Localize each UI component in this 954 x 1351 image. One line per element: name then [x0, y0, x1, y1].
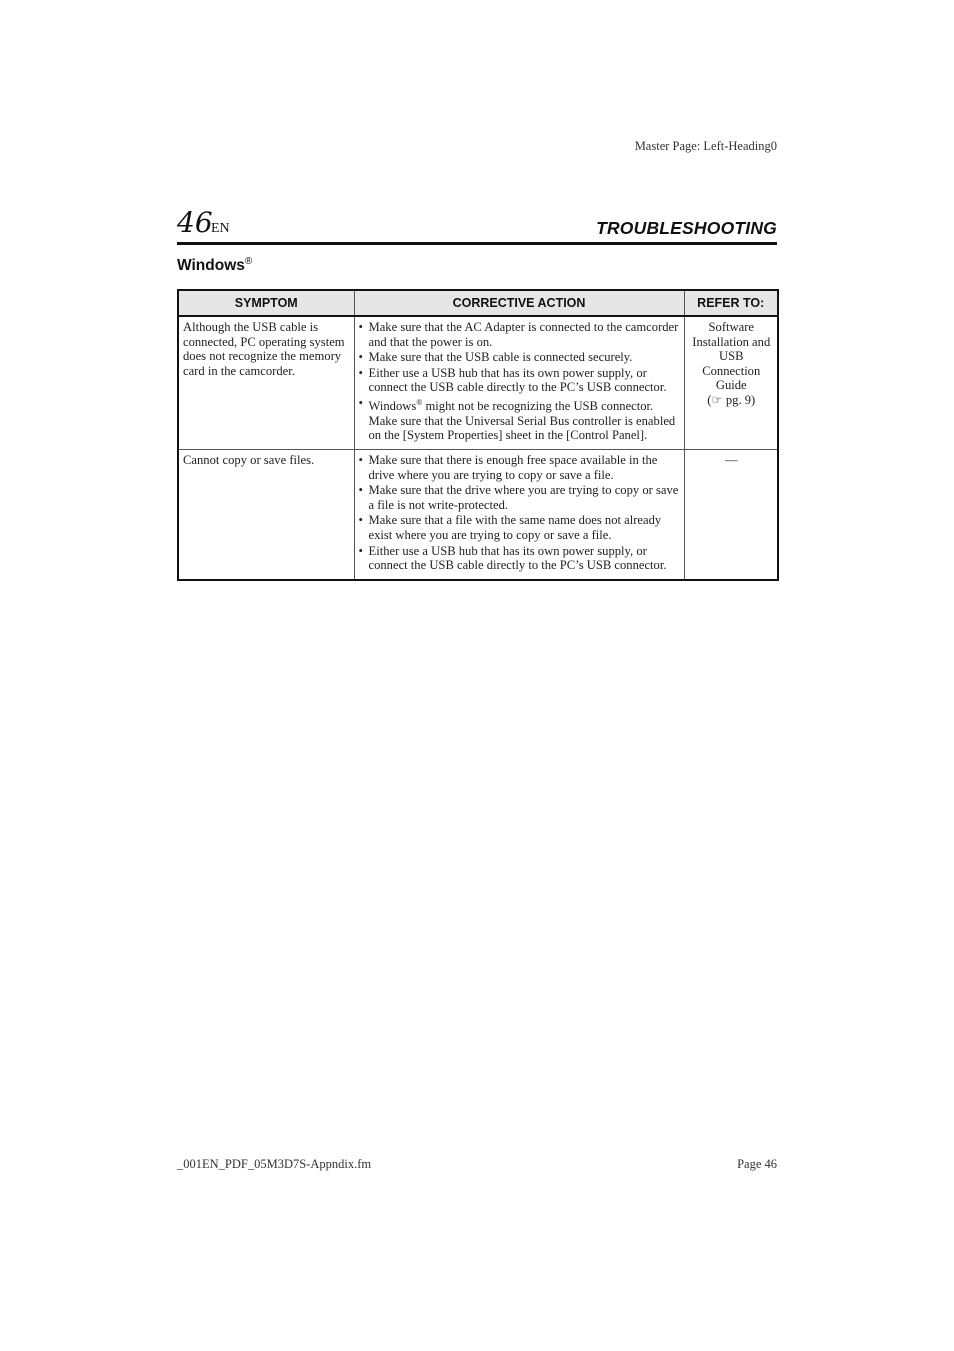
table-row — [178, 316, 778, 449]
page-number: 46 — [177, 206, 213, 239]
refer-line: Installation and — [692, 334, 771, 349]
refer-line: USB — [719, 349, 744, 364]
action-item: • Make sure that there is enough free space available in the drive where you are trying to copy or save a file. — [359, 453, 681, 482]
page-language: EN — [211, 221, 230, 236]
header-refer-to: REFER TO: — [684, 290, 778, 316]
action-item — [359, 396, 681, 443]
refer-cell — [684, 316, 778, 449]
section-title: TROUBLESHOOTING — [596, 218, 777, 238]
footer-page: Page 46 — [737, 1157, 777, 1171]
action-item: • Make sure that the AC Adapter is connected to the camcorder and that the power is on. — [359, 320, 681, 349]
table-header-row — [178, 290, 778, 316]
action-list — [359, 453, 681, 573]
action-item: • Make sure that the drive where you are trying to copy or save a file is not write-protected. — [359, 483, 681, 512]
page-header — [177, 206, 777, 245]
troubleshooting-table — [177, 289, 779, 581]
table-row — [178, 449, 778, 579]
action-list — [359, 320, 681, 443]
refer-line: Guide — [715, 378, 747, 393]
subheading — [177, 256, 252, 275]
symptom-cell: Cannot copy or save files. — [178, 449, 354, 579]
refer-cell: — — [684, 449, 778, 579]
symptom-cell: Although the USB cable is connected, PC operating system does not recognize the memory card in the camcorder. — [178, 316, 354, 449]
refer-line: Software — [708, 320, 754, 334]
refer-page-link: (☞ pg. 9) — [707, 392, 756, 407]
header-corrective-action: CORRECTIVE ACTION — [354, 290, 684, 316]
action-item: • Make sure that the USB cable is connected securely. — [359, 350, 681, 365]
windows-word: Windows — [368, 399, 417, 414]
windows-action-text: might not be recognizing the USB connector. Make sure that the Universal Serial Bus controller is enabled on the [System Properties] sheet in the [Control Panel]. — [368, 399, 676, 443]
master-page-label: Master Page: Left-Heading0 — [634, 139, 777, 153]
action-item: • Either use a USB hub that has its own power supply, or connect the USB cable directly to the PC’s USB connector. — [359, 366, 681, 395]
registered-mark: ® — [244, 256, 253, 267]
action-cell — [354, 316, 684, 449]
header-symptom: SYMPTOM — [178, 290, 354, 316]
footer-filename: _001EN_PDF_05M3D7S-Appndix.fm — [177, 1157, 372, 1171]
action-item: • Make sure that a file with the same name does not already exist where you are trying to copy or save a file. — [359, 513, 681, 542]
action-cell — [354, 449, 684, 579]
action-item: • Either use a USB hub that has its own power supply, or connect the USB cable directly to the PC’s USB connector. — [359, 544, 681, 573]
refer-line: Connection — [702, 363, 761, 378]
subheading-text: Windows — [177, 257, 245, 275]
registered-mark: ® — [416, 397, 423, 407]
